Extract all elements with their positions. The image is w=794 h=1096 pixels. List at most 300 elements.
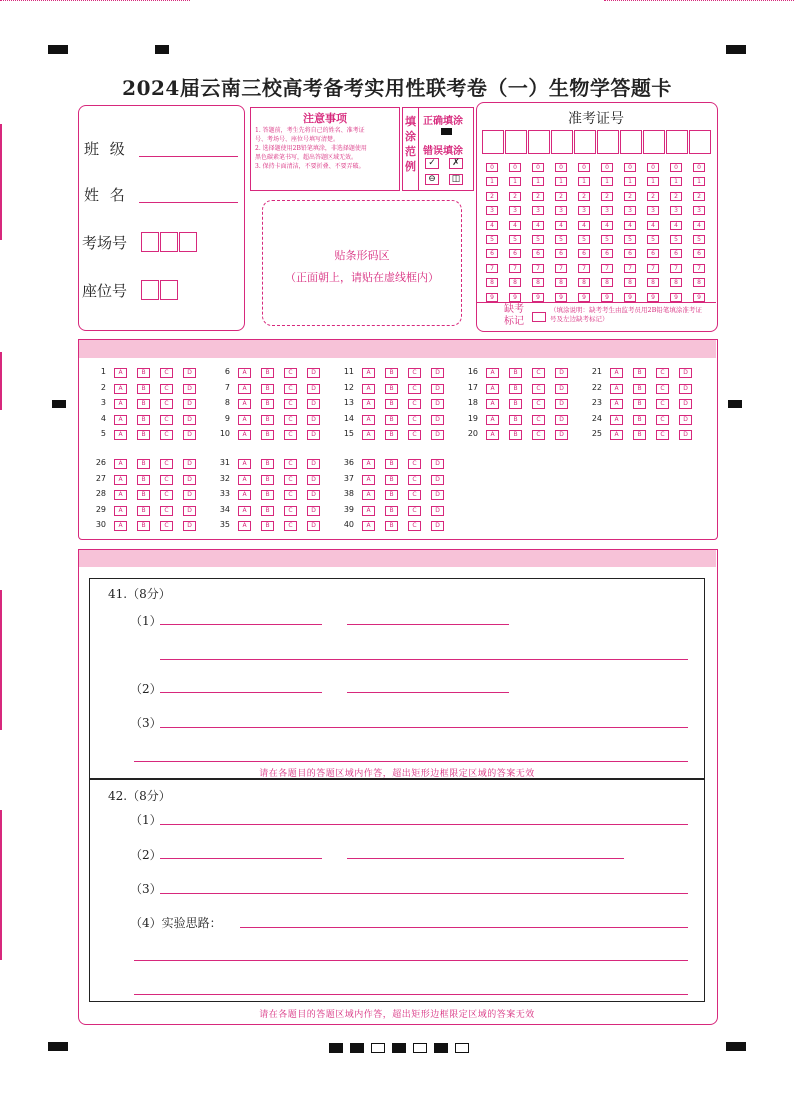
mc-option-bubble[interactable]: C — [284, 521, 297, 531]
mc-question-number: 31 — [219, 458, 230, 467]
mc-option-bubble[interactable]: D — [431, 459, 444, 469]
mc-option-bubble[interactable]: B — [385, 384, 398, 394]
mc-option-bubble[interactable]: C — [160, 368, 173, 378]
exam-id-bubble[interactable]: 0 — [532, 163, 544, 172]
mc-option-bubble[interactable]: B — [385, 368, 398, 378]
exam-id-bubble[interactable]: 2 — [578, 192, 590, 201]
mc-option-bubble[interactable]: A — [238, 475, 251, 485]
mc-option-bubble[interactable]: A — [362, 506, 375, 516]
exam-id-bubble[interactable]: 5 — [693, 235, 705, 244]
exam-id-bubble[interactable]: 6 — [647, 249, 659, 258]
mc-option-bubble[interactable]: C — [408, 475, 421, 485]
mc-option-bubble[interactable]: A — [238, 430, 251, 440]
exam-id-bubble[interactable]: 9 — [532, 293, 544, 302]
mc-option-bubble[interactable]: B — [633, 384, 646, 394]
exam-id-bubble[interactable]: 3 — [486, 206, 498, 215]
mc-option-bubble[interactable]: D — [679, 384, 692, 394]
exam-id-bubble[interactable]: 9 — [555, 293, 567, 302]
mc-option-bubble[interactable]: A — [362, 459, 375, 469]
exam-id-digit-cell[interactable] — [597, 130, 619, 154]
mc-option-bubble[interactable]: B — [137, 490, 150, 500]
mc-option-bubble[interactable]: B — [137, 368, 150, 378]
mc-option-bubble[interactable]: C — [408, 490, 421, 500]
q41-part3-blank-b[interactable] — [134, 761, 688, 762]
mc-option-bubble[interactable]: A — [238, 506, 251, 516]
exam-id-bubble[interactable]: 6 — [486, 249, 498, 258]
mc-option-bubble[interactable]: B — [137, 475, 150, 485]
exam-id-bubble[interactable]: 5 — [555, 235, 567, 244]
exam-id-bubble[interactable]: 4 — [670, 221, 682, 230]
room-box[interactable] — [160, 232, 178, 252]
mc-option-bubble[interactable]: D — [431, 384, 444, 394]
mc-option-bubble[interactable]: D — [307, 368, 320, 378]
mc-option-bubble[interactable]: C — [284, 506, 297, 516]
mc-option-bubble[interactable]: C — [532, 430, 545, 440]
mc-option-bubble[interactable]: D — [307, 384, 320, 394]
mc-option-bubble[interactable]: B — [137, 506, 150, 516]
exam-id-digit-cell[interactable] — [666, 130, 688, 154]
exam-id-bubble[interactable]: 8 — [670, 278, 682, 287]
mc-option-bubble[interactable]: B — [385, 490, 398, 500]
mc-option-bubble[interactable]: A — [238, 415, 251, 425]
mc-option-bubble[interactable]: C — [532, 368, 545, 378]
mc-option-bubble[interactable]: A — [610, 399, 623, 409]
fill-example-box — [402, 107, 474, 191]
mc-option-bubble[interactable]: A — [610, 368, 623, 378]
q42-part1-blank[interactable] — [160, 824, 688, 825]
mc-option-bubble[interactable]: C — [532, 399, 545, 409]
exam-id-digit-cell[interactable] — [643, 130, 665, 154]
exam-id-bubble[interactable]: 0 — [509, 163, 521, 172]
mc-option-bubble[interactable]: A — [362, 368, 375, 378]
exam-id-bubble[interactable]: 5 — [578, 235, 590, 244]
exam-id-bubble[interactable]: 1 — [647, 177, 659, 186]
mc-option-bubble[interactable]: D — [431, 399, 444, 409]
exam-id-bubble[interactable]: 6 — [693, 249, 705, 258]
exam-id-bubble[interactable]: 6 — [624, 249, 636, 258]
mc-option-bubble[interactable]: B — [385, 459, 398, 469]
exam-id-bubble[interactable]: 8 — [509, 278, 521, 287]
exam-id-bubble[interactable]: 5 — [509, 235, 521, 244]
mc-option-bubble[interactable]: B — [509, 368, 522, 378]
mc-option-bubble[interactable]: B — [261, 399, 274, 409]
mc-option-bubble[interactable]: D — [183, 475, 196, 485]
mc-option-bubble[interactable]: C — [160, 506, 173, 516]
mc-option-bubble[interactable]: D — [555, 384, 568, 394]
mc-option-bubble[interactable]: C — [532, 384, 545, 394]
q41-part3-blank-a[interactable] — [160, 727, 688, 728]
exam-id-bubble[interactable]: 1 — [578, 177, 590, 186]
q41-part1-blank-a[interactable] — [160, 624, 322, 625]
mc-option-bubble[interactable]: B — [385, 521, 398, 531]
exam-id-bubble[interactable]: 7 — [601, 264, 613, 273]
mc-option-bubble[interactable]: D — [183, 430, 196, 440]
mc-option-bubble[interactable]: A — [238, 399, 251, 409]
exam-id-bubble[interactable]: 0 — [647, 163, 659, 172]
exam-id-bubble[interactable]: 0 — [601, 163, 613, 172]
mc-option-bubble[interactable]: B — [633, 368, 646, 378]
mc-option-bubble[interactable]: B — [261, 475, 274, 485]
mc-option-bubble[interactable]: C — [284, 384, 297, 394]
mc-option-bubble[interactable]: B — [385, 415, 398, 425]
absent-bubble[interactable] — [532, 312, 546, 322]
exam-id-bubble[interactable]: 3 — [647, 206, 659, 215]
barcode-title: 贴条形码区 — [334, 249, 390, 262]
mc-option-bubble[interactable]: C — [408, 415, 421, 425]
mc-option-bubble[interactable]: C — [284, 490, 297, 500]
mc-option-bubble[interactable]: C — [656, 415, 669, 425]
mc-option-bubble[interactable]: D — [183, 459, 196, 469]
mc-option-bubble[interactable]: A — [610, 415, 623, 425]
exam-id-bubble[interactable]: 4 — [486, 221, 498, 230]
exam-id-bubble[interactable]: 4 — [624, 221, 636, 230]
exam-id-bubble[interactable]: 1 — [509, 177, 521, 186]
mc-option-bubble[interactable]: C — [408, 384, 421, 394]
exam-id-bubble[interactable]: 2 — [693, 192, 705, 201]
exam-id-bubble[interactable]: 3 — [578, 206, 590, 215]
mc-option-bubble[interactable]: C — [656, 430, 669, 440]
exam-id-bubble[interactable]: 5 — [532, 235, 544, 244]
exam-id-bubble[interactable]: 8 — [647, 278, 659, 287]
seat-box[interactable] — [160, 280, 178, 300]
mc-option-bubble[interactable]: D — [555, 430, 568, 440]
mc-option-bubble[interactable]: B — [261, 521, 274, 531]
q41-part2-blank-b[interactable] — [347, 692, 509, 693]
mc-option-bubble[interactable]: A — [238, 384, 251, 394]
mc-option-bubble[interactable]: A — [486, 415, 499, 425]
mc-option-bubble[interactable]: A — [238, 368, 251, 378]
exam-id-bubble[interactable]: 7 — [532, 264, 544, 273]
mc-option-bubble[interactable]: A — [362, 430, 375, 440]
mc-option-bubble[interactable]: C — [160, 475, 173, 485]
mc-option-bubble[interactable]: A — [486, 399, 499, 409]
mc-option-bubble[interactable]: C — [656, 399, 669, 409]
exam-id-bubble[interactable]: 8 — [601, 278, 613, 287]
exam-id-bubble[interactable]: 5 — [486, 235, 498, 244]
mc-option-bubble[interactable]: C — [160, 384, 173, 394]
mc-option-bubble[interactable]: D — [183, 415, 196, 425]
exam-id-bubble[interactable]: 3 — [624, 206, 636, 215]
mc-option-bubble[interactable]: C — [160, 415, 173, 425]
mc-option-bubble[interactable]: A — [114, 415, 127, 425]
mc-option-bubble[interactable]: A — [362, 399, 375, 409]
exam-id-bubble[interactable]: 0 — [555, 163, 567, 172]
exam-id-bubble[interactable]: 6 — [532, 249, 544, 258]
exam-id-bubble[interactable]: 4 — [532, 221, 544, 230]
mc-option-bubble[interactable]: B — [137, 459, 150, 469]
mc-option-bubble[interactable]: A — [486, 384, 499, 394]
mc-option-bubble[interactable]: A — [362, 475, 375, 485]
mc-option-bubble[interactable]: D — [555, 415, 568, 425]
mc-option-bubble[interactable]: B — [261, 384, 274, 394]
exam-id-bubble[interactable]: 7 — [693, 264, 705, 273]
q42-part4-blank-c[interactable] — [134, 994, 688, 995]
mc-option-bubble[interactable]: A — [486, 368, 499, 378]
mc-option-bubble[interactable]: A — [114, 490, 127, 500]
mc-option-bubble[interactable]: B — [385, 475, 398, 485]
mc-option-bubble[interactable]: B — [509, 399, 522, 409]
mc-option-bubble[interactable]: A — [114, 368, 127, 378]
exam-id-bubble[interactable]: 8 — [693, 278, 705, 287]
exam-id-bubble[interactable]: 1 — [670, 177, 682, 186]
exam-id-bubble[interactable]: 1 — [693, 177, 705, 186]
mc-option-bubble[interactable]: D — [307, 430, 320, 440]
mc-option-bubble[interactable]: C — [408, 430, 421, 440]
exam-id-bubble[interactable]: 7 — [555, 264, 567, 273]
mc-option-bubble[interactable]: B — [509, 430, 522, 440]
mc-option-bubble[interactable]: D — [679, 415, 692, 425]
exam-id-bubble[interactable]: 7 — [624, 264, 636, 273]
timing-mark — [728, 400, 742, 408]
mc-option-bubble[interactable]: C — [408, 368, 421, 378]
mc-option-bubble[interactable]: C — [656, 368, 669, 378]
mc-option-bubble[interactable]: B — [137, 384, 150, 394]
exam-id-bubble[interactable]: 4 — [601, 221, 613, 230]
mc-option-bubble[interactable]: D — [183, 490, 196, 500]
mc-option-bubble[interactable]: D — [431, 368, 444, 378]
exam-id-bubble[interactable]: 3 — [532, 206, 544, 215]
mc-option-bubble[interactable]: B — [261, 415, 274, 425]
mc-option-bubble[interactable]: C — [284, 459, 297, 469]
q41-part1-blank-c[interactable] — [160, 659, 688, 660]
q42-part2-blank-a[interactable] — [160, 858, 322, 859]
exam-id-bubble[interactable]: 4 — [647, 221, 659, 230]
exam-id-bubble[interactable]: 1 — [601, 177, 613, 186]
exam-id-digit-cell[interactable] — [689, 130, 711, 154]
mc-option-bubble[interactable]: A — [114, 506, 127, 516]
exam-id-bubble[interactable]: 9 — [670, 293, 682, 302]
exam-id-bubble[interactable]: 3 — [509, 206, 521, 215]
mc-option-bubble[interactable]: D — [183, 384, 196, 394]
mc-option-bubble[interactable]: A — [114, 521, 127, 531]
exam-id-digit-cell[interactable] — [528, 130, 550, 154]
mc-option-bubble[interactable]: C — [284, 430, 297, 440]
mc-option-bubble[interactable]: B — [137, 415, 150, 425]
name-field[interactable] — [139, 202, 238, 203]
mc-option-bubble[interactable]: B — [261, 459, 274, 469]
exam-id-bubble[interactable]: 7 — [486, 264, 498, 273]
exam-id-bubble[interactable]: 0 — [693, 163, 705, 172]
mc-option-bubble[interactable]: D — [431, 415, 444, 425]
exam-id-bubble[interactable]: 8 — [624, 278, 636, 287]
mc-option-bubble[interactable]: B — [509, 384, 522, 394]
exam-id-bubble[interactable]: 2 — [670, 192, 682, 201]
mc-option-bubble[interactable]: B — [633, 415, 646, 425]
q41-part1-blank-b[interactable] — [347, 624, 509, 625]
mc-option-bubble[interactable]: D — [183, 368, 196, 378]
q42-answer-box — [89, 778, 705, 1002]
exam-id-bubble[interactable]: 6 — [601, 249, 613, 258]
exam-id-bubble[interactable]: 7 — [509, 264, 521, 273]
mc-option-bubble[interactable]: D — [183, 506, 196, 516]
exam-id-bubble[interactable]: 3 — [601, 206, 613, 215]
q42-part3-blank[interactable] — [160, 893, 688, 894]
mc-option-bubble[interactable]: A — [362, 384, 375, 394]
mc-option-bubble[interactable]: B — [137, 399, 150, 409]
exam-id-bubble[interactable]: 0 — [670, 163, 682, 172]
mc-option-bubble[interactable]: A — [610, 430, 623, 440]
exam-id-bubble[interactable]: 2 — [624, 192, 636, 201]
mc-option-bubble[interactable]: A — [114, 399, 127, 409]
mc-option-bubble[interactable]: D — [431, 475, 444, 485]
exam-id-digit-cell[interactable] — [574, 130, 596, 154]
mc-option-bubble[interactable]: A — [114, 459, 127, 469]
mc-option-bubble[interactable]: A — [362, 415, 375, 425]
mc-option-bubble[interactable]: B — [137, 521, 150, 531]
mc-option-bubble[interactable]: D — [555, 368, 568, 378]
mc-option-bubble[interactable]: D — [307, 459, 320, 469]
mc-option-bubble[interactable]: A — [486, 430, 499, 440]
exam-id-bubble[interactable]: 4 — [555, 221, 567, 230]
mc-option-bubble[interactable]: D — [431, 490, 444, 500]
mc-option-bubble[interactable]: B — [261, 368, 274, 378]
exam-id-bubble[interactable]: 9 — [647, 293, 659, 302]
mc-option-bubble[interactable]: D — [555, 399, 568, 409]
mc-question-number: 19 — [467, 413, 478, 423]
mc-option-bubble[interactable]: C — [408, 521, 421, 531]
mc-option-bubble[interactable]: D — [679, 368, 692, 378]
mc-option-bubble[interactable]: A — [238, 521, 251, 531]
mc-option-bubble[interactable]: C — [284, 368, 297, 378]
exam-id-bubble[interactable]: 7 — [578, 264, 590, 273]
mc-option-bubble[interactable]: D — [679, 430, 692, 440]
exam-id-bubble[interactable]: 3 — [693, 206, 705, 215]
mc-option-bubble[interactable]: C — [160, 521, 173, 531]
mc-option-bubble[interactable]: C — [284, 415, 297, 425]
mc-option-bubble[interactable]: D — [307, 506, 320, 516]
mc-option-bubble[interactable]: B — [385, 399, 398, 409]
seat-box[interactable] — [141, 280, 159, 300]
exam-id-bubble[interactable]: 0 — [486, 163, 498, 172]
mc-option-bubble[interactable]: B — [633, 430, 646, 440]
exam-id-bubble[interactable]: 9 — [624, 293, 636, 302]
class-field[interactable] — [139, 156, 238, 157]
mc-option-bubble[interactable]: A — [238, 459, 251, 469]
exam-id-digit-cell[interactable] — [551, 130, 573, 154]
q42-part2-label: （2） — [130, 848, 162, 862]
exam-id-bubble[interactable]: 0 — [624, 163, 636, 172]
mc-option-bubble[interactable]: C — [408, 399, 421, 409]
mc-option-bubble[interactable]: C — [284, 399, 297, 409]
mc-option-bubble[interactable]: C — [160, 490, 173, 500]
room-box[interactable] — [141, 232, 159, 252]
room-box[interactable] — [179, 232, 197, 252]
exam-id-bubble[interactable]: 4 — [693, 221, 705, 230]
exam-id-digit-cell[interactable] — [620, 130, 642, 154]
exam-id-bubble[interactable]: 7 — [647, 264, 659, 273]
mc-option-bubble[interactable]: C — [656, 384, 669, 394]
exam-id-bubble[interactable]: 8 — [486, 278, 498, 287]
mc-option-bubble[interactable]: A — [114, 384, 127, 394]
mc-option-bubble[interactable]: B — [509, 415, 522, 425]
exam-id-bubble[interactable]: 8 — [555, 278, 567, 287]
mc-option-bubble[interactable]: D — [183, 521, 196, 531]
exam-id-bubble[interactable]: 2 — [486, 192, 498, 201]
mc-option-bubble[interactable]: C — [160, 399, 173, 409]
mc-option-bubble[interactable]: A — [114, 475, 127, 485]
code-mark — [455, 1043, 469, 1053]
exam-id-bubble[interactable]: 9 — [509, 293, 521, 302]
q42-part4-blank-a[interactable] — [240, 927, 688, 928]
exam-id-bubble[interactable]: 9 — [601, 293, 613, 302]
exam-id-bubble[interactable]: 3 — [555, 206, 567, 215]
exam-id-bubble[interactable]: 2 — [601, 192, 613, 201]
exam-id-bubble[interactable]: 6 — [555, 249, 567, 258]
exam-id-bubble[interactable]: 2 — [532, 192, 544, 201]
mc-option-bubble[interactable]: D — [307, 475, 320, 485]
mc-option-bubble[interactable]: A — [114, 430, 127, 440]
mc-option-bubble[interactable]: B — [385, 506, 398, 516]
exam-id-bubble[interactable]: 3 — [670, 206, 682, 215]
mc-option-bubble[interactable]: D — [431, 521, 444, 531]
exam-id-bubble[interactable]: 2 — [509, 192, 521, 201]
exam-id-bubble[interactable]: 1 — [486, 177, 498, 186]
mc-option-bubble[interactable]: A — [362, 521, 375, 531]
mc-option-bubble[interactable]: A — [362, 490, 375, 500]
exam-id-bubble[interactable]: 9 — [486, 293, 498, 302]
exam-id-bubble[interactable]: 9 — [693, 293, 705, 302]
mc-option-bubble[interactable]: C — [532, 415, 545, 425]
exam-id-bubble[interactable]: 0 — [578, 163, 590, 172]
exam-id-bubble[interactable]: 7 — [670, 264, 682, 273]
exam-id-bubble[interactable]: 5 — [601, 235, 613, 244]
q42-part2-blank-b[interactable] — [347, 858, 624, 859]
mc-option-bubble[interactable]: A — [610, 384, 623, 394]
exam-id-bubble[interactable]: 2 — [555, 192, 567, 201]
exam-id-bubble[interactable]: 5 — [670, 235, 682, 244]
exam-id-bubble[interactable]: 6 — [578, 249, 590, 258]
mc-option-bubble[interactable]: B — [261, 430, 274, 440]
exam-id-bubble[interactable]: 6 — [509, 249, 521, 258]
mc-option-bubble[interactable]: D — [431, 430, 444, 440]
mc-option-bubble[interactable]: D — [307, 399, 320, 409]
mc-option-bubble[interactable]: D — [431, 506, 444, 516]
mc-option-bubble[interactable]: B — [633, 399, 646, 409]
mc-option-bubble[interactable]: D — [679, 399, 692, 409]
q41-part2-blank-a[interactable] — [160, 692, 322, 693]
mc-option-bubble[interactable]: D — [307, 490, 320, 500]
exam-id-digit-cell[interactable] — [505, 130, 527, 154]
exam-id-bubble[interactable]: 6 — [670, 249, 682, 258]
mc-option-bubble[interactable]: D — [307, 415, 320, 425]
exam-id-bubble[interactable]: 4 — [578, 221, 590, 230]
mc-option-bubble[interactable]: B — [385, 430, 398, 440]
mc-option-bubble[interactable]: B — [137, 430, 150, 440]
mc-option-bubble[interactable]: D — [307, 521, 320, 531]
exam-id-digit-cell[interactable] — [482, 130, 504, 154]
mc-option-bubble[interactable]: B — [261, 506, 274, 516]
exam-id-bubble[interactable]: 4 — [509, 221, 521, 230]
exam-id-bubble[interactable]: 2 — [647, 192, 659, 201]
mc-option-bubble[interactable]: C — [160, 430, 173, 440]
mc-option-bubble[interactable]: C — [160, 459, 173, 469]
exam-id-bubble[interactable]: 1 — [532, 177, 544, 186]
exam-id-bubble[interactable]: 5 — [624, 235, 636, 244]
mc-option-bubble[interactable]: D — [183, 399, 196, 409]
exam-id-bubble[interactable]: 8 — [578, 278, 590, 287]
exam-id-bubble[interactable]: 1 — [624, 177, 636, 186]
exam-id-bubble[interactable]: 9 — [578, 293, 590, 302]
exam-id-bubble[interactable]: 1 — [555, 177, 567, 186]
mc-option-bubble[interactable]: C — [284, 475, 297, 485]
exam-id-bubble[interactable]: 8 — [532, 278, 544, 287]
exam-id-bubble[interactable]: 5 — [647, 235, 659, 244]
mc-option-bubble[interactable]: C — [408, 506, 421, 516]
mc-option-bubble[interactable]: B — [261, 490, 274, 500]
q42-part4-blank-b[interactable] — [134, 960, 688, 961]
mc-option-bubble[interactable]: C — [408, 459, 421, 469]
mc-option-bubble[interactable]: A — [238, 490, 251, 500]
